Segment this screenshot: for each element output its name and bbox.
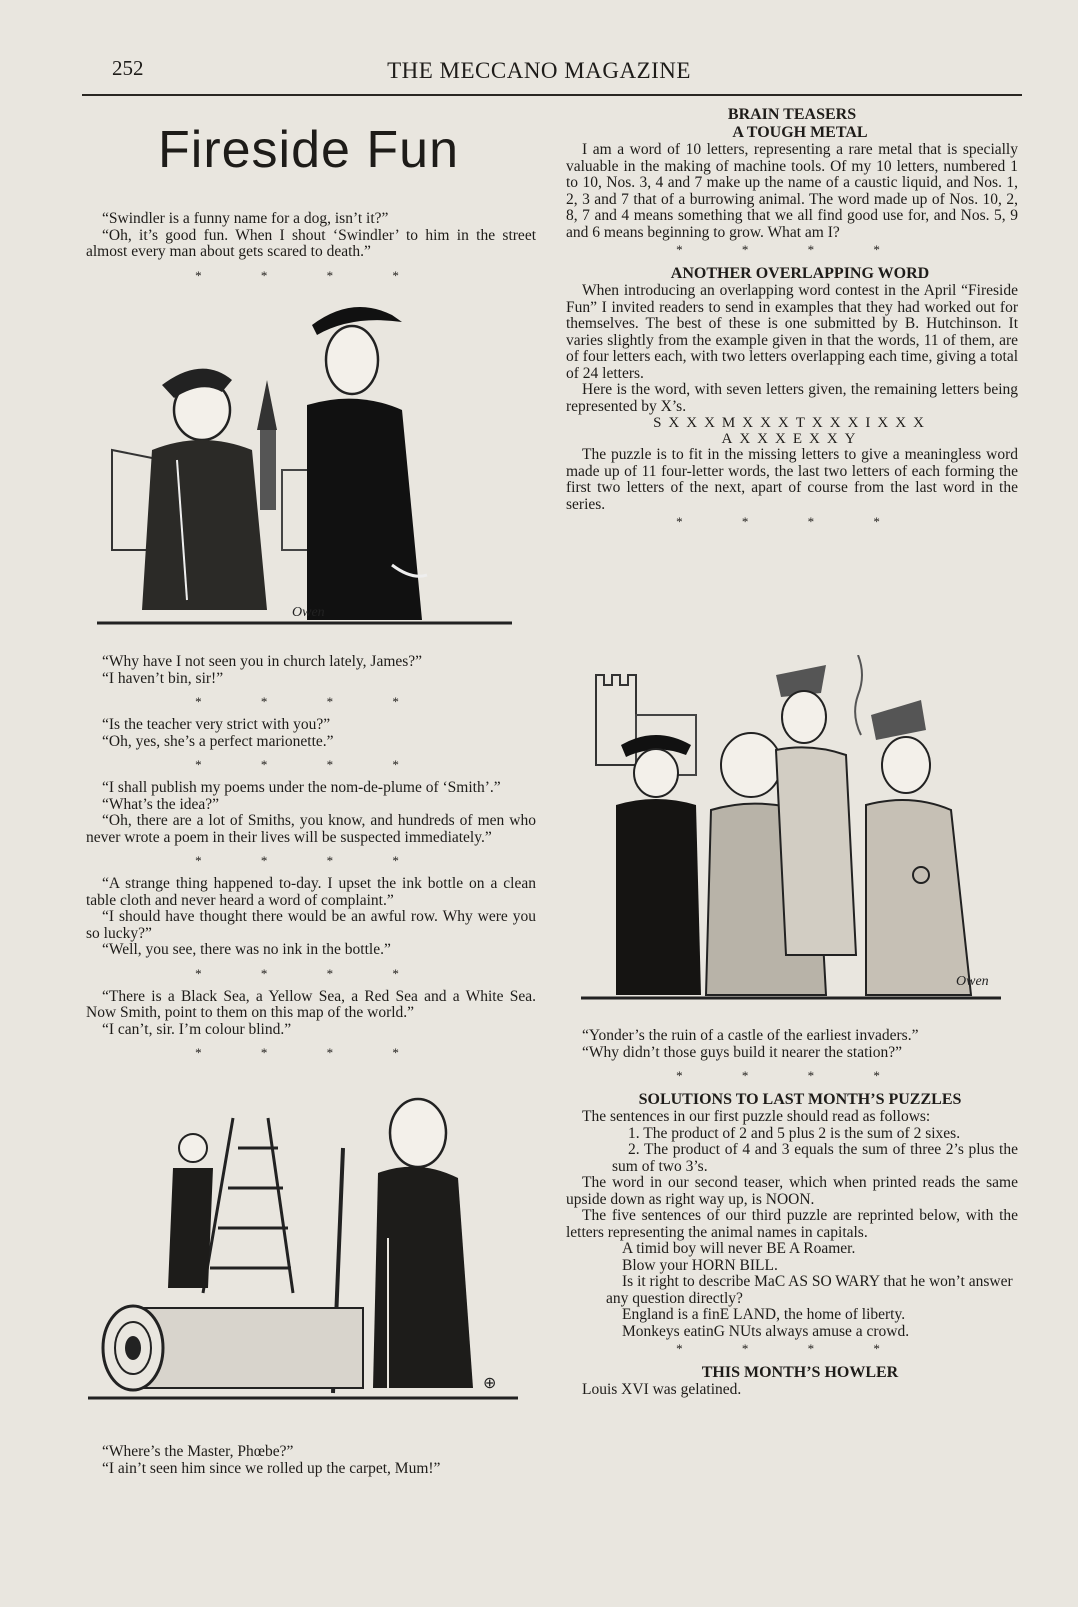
joke-line: “I shall publish my poems under the nom-de-plume of ‘Smith’.” (102, 779, 501, 796)
puzzle-heading: ANOTHER OVERLAPPING WORD (670, 265, 930, 282)
puzzle-text: Here is the word, with seven letters given, the remaining letters being represented by X’s. (566, 381, 1018, 415)
puzzle-overlapping-word (566, 265, 1018, 513)
separator: * * * * (676, 242, 908, 257)
cartoon-rolled-carpet (88, 1088, 528, 1433)
howler-heading: THIS MONTH’S HOWLER (701, 1364, 899, 1381)
howler-text: Louis XVI was gelatined. (582, 1381, 742, 1398)
joke-line: “I haven’t bin, sir!” (102, 669, 224, 687)
solution-sentence: Monkeys eatinG NUts always amuse a crowd. (622, 1322, 910, 1340)
separator: * * * * (195, 267, 427, 283)
cartoon-castle-soldiers (576, 655, 1016, 1015)
joke-line: “Oh, it’s good fun. When I shout ‘Swindler’ to him in the street almost every man about gets scared to death.” (86, 226, 536, 260)
section-title: Fireside Fun (158, 121, 459, 179)
solution-sentence: Is it right to describe MaC AS SO WARY that he won’t answer any question directly? (606, 1273, 1013, 1307)
joke (86, 780, 536, 846)
joke (86, 989, 536, 1039)
joke-line: “Where’s the Master, Phœbe?” (102, 1443, 294, 1460)
joke-line: “What’s the idea?” (102, 795, 220, 813)
joke-line: “Why have I not seen you in church lately, James?” (102, 653, 423, 670)
joke (566, 1028, 1018, 1061)
svg-text:⊕: ⊕ (483, 1375, 497, 1392)
separator: * * * * (676, 1341, 908, 1356)
solutions-intro: The sentences in our first puzzle should read as follows: (582, 1108, 931, 1125)
puzzle-heading: A TOUGH METAL (732, 124, 868, 141)
solution-sentence: England is a finE LAND, the home of liberty. (622, 1306, 906, 1323)
solution-item: 2. The product of 4 and 3 equals the sum of three 2’s plus the sum of two 3’s. (612, 1141, 1018, 1175)
solutions-heading: SOLUTIONS TO LAST MONTH’S PUZZLES (638, 1091, 962, 1108)
joke-line: “There is a Black Sea, a Yellow Sea, a Red Sea and a White Sea. Now Smith, point to them on this map of the world.” (86, 987, 536, 1021)
joke (86, 211, 536, 261)
separator: * * * * (195, 1045, 427, 1060)
header-rule (82, 94, 1022, 96)
separator: * * * * (195, 965, 427, 981)
solution-text: The five sentences of our third puzzle are reprinted below, with the letters representing the animal names in capitals. (566, 1207, 1018, 1241)
joke (86, 654, 536, 687)
joke-line: “A strange thing happened to-day. I upset the ink bottle on a clean table cloth and never heard a word of complaint.” (86, 875, 536, 909)
puzzle-tough-metal (566, 124, 1018, 241)
cartoon-vicar-and-james (92, 300, 532, 645)
solution-item: 1. The product of 2 and 5 plus 2 is the sum of 2 sixes. (628, 1124, 961, 1142)
joke-line: “I should have thought there would be an awful row. Why were you so lucky?” (86, 908, 536, 942)
separator: * * * * (195, 757, 427, 772)
joke-line: “Oh, there are a lot of Smiths, you know, and hundreds of men who never wrote a poem in their lives will be suspected immediately.” (86, 812, 536, 846)
solution-sentence: Blow your HORN BILL. (622, 1256, 778, 1274)
joke-line: “Is the teacher very strict with you?” (102, 716, 331, 733)
joke-line: “Why didn’t those guys build it nearer the station?” (582, 1043, 902, 1061)
puzzle-text: When introducing an overlapping word contest in the April “Fireside Fun” I invited readers to send in examples that they had worked out for themselves. The best of these is one submitted by B. Hutchinson. It varies slightly from the example given in that the words, 11 of them, are of four letters each, with two letters overlapping each time, giving a total of 24 letters. (566, 282, 1018, 382)
solution-text: The word in our second teaser, which when printed reads the same upside down as right way up, is NOON. (566, 1174, 1018, 1208)
letter-pattern-1: SXXXMXXXTXXXIXXX (653, 415, 931, 431)
solutions (566, 1091, 1018, 1340)
puzzle-text: I am a word of 10 letters, representing a rare metal that is specially valuable in the making of machine tools. Of my 10 letters, numbered 1 to 10, Nos. 3, 4 and 7 make up the name of a caustic liquid, and Nos. 1, 2, 3 and 7 that of a burrowing animal. The word made up of Nos. 10, 2, 8, 7 and 4 means something that we all find good use for, and Nos. 5, 9 and 6 means beginning to grow. What am I? (566, 141, 1018, 241)
joke-column-continued (86, 654, 536, 1068)
brain-teasers (566, 106, 1018, 537)
joke-final (86, 1444, 536, 1485)
joke-line: “I ain’t seen him since we rolled up the carpet, Mum!” (102, 1459, 441, 1477)
puzzle-text: The puzzle is to fit in the missing letters to give a meaningless word made up of 11 four-letter words, the last two letters of each forming the first two letters of the next, apart of course from the last word in the series. (566, 446, 1018, 513)
running-head: THE MECCANO MAGAZINE (387, 58, 691, 83)
joke-block-1 (86, 211, 536, 291)
joke (86, 1444, 536, 1477)
letter-pattern-2: AXXXEXXY (721, 431, 863, 447)
joke-line: “Oh, yes, she’s a perfect marionette.” (102, 732, 334, 750)
joke (86, 876, 536, 959)
joke-line: “Well, you see, there was no ink in the bottle.” (102, 941, 391, 958)
page-number: 252 (112, 56, 144, 80)
separator: * * * * (195, 853, 427, 868)
joke (86, 717, 536, 750)
svg-text:Owen: Owen (956, 974, 989, 989)
svg-text:Owen: Owen (292, 605, 325, 620)
right-lower (566, 1028, 1018, 1399)
joke-line: “I can’t, sir. I’m colour blind.” (102, 1020, 292, 1038)
howler (566, 1364, 1018, 1399)
joke-line: “Swindler is a funny name for a dog, isn’t it?” (102, 210, 389, 227)
solution-sentence: A timid boy will never BE A Roamer. (622, 1240, 856, 1257)
separator: * * * * (195, 694, 427, 709)
separator: * * * * (676, 514, 908, 529)
brain-teasers-heading: BRAIN TEASERS (727, 106, 857, 123)
separator: * * * * (676, 1068, 908, 1083)
joke-line: “Yonder’s the ruin of a castle of the earliest invaders.” (582, 1027, 919, 1044)
